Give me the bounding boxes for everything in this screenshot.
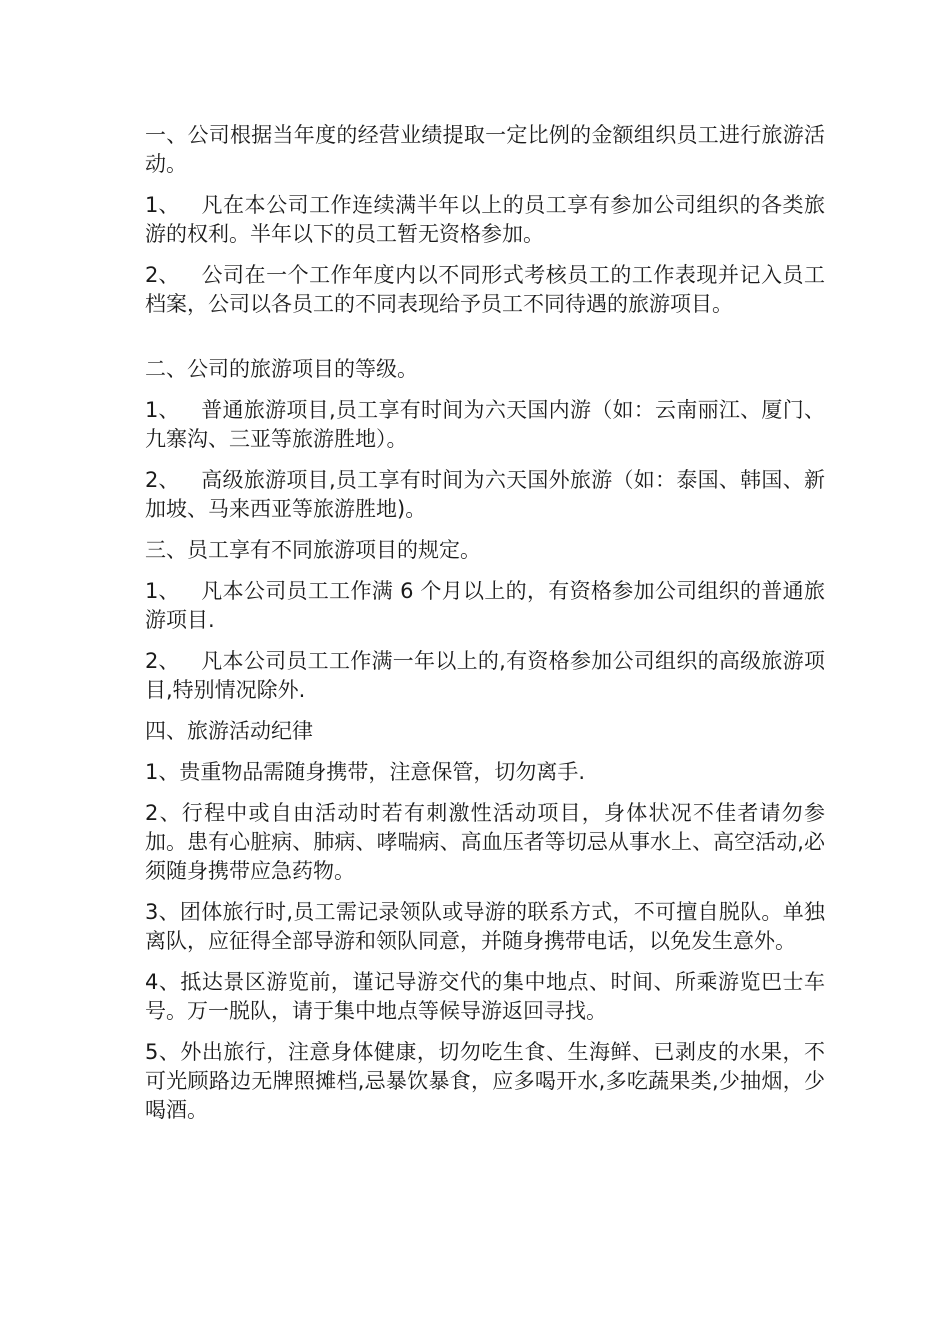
item-number: 1、	[145, 193, 180, 217]
paragraph-text: 高级旅游项目,员工享有时间为六天国外旅游（如：泰国、韩国、新加坡、马来西亚等旅游胜地)。	[145, 468, 825, 521]
section-heading-3	[145, 536, 825, 565]
list-item	[145, 647, 825, 705]
rule-item	[145, 1038, 825, 1125]
list-item	[145, 191, 825, 249]
rule-item	[145, 799, 825, 886]
paragraph-text: 凡本公司员工工作满一年以上的,有资格参加公司组织的高级旅游项目,特别情况除外.	[145, 649, 825, 702]
item-number: 2、	[145, 263, 180, 287]
paragraph-text: 二、公司的旅游项目的等级。	[145, 357, 418, 381]
rule-item	[145, 758, 825, 787]
list-item	[145, 261, 825, 319]
paragraph-text: 2、行程中或自由活动时若有刺激性活动项目，身体状况不佳者请勿参加。患有心脏病、肺病、哮喘病、高血压者等切忌从事水上、高空活动,必须随身携带应急药物。	[145, 801, 825, 883]
section-heading-1	[145, 121, 825, 179]
paragraph-text: 3、团体旅行时,员工需记录领队或导游的联系方式，不可擅自脱队。单独离队，应征得全部导游和领队同意，并随身携带电话，以免发生意外。	[145, 900, 825, 953]
paragraph-text: 三、员工享有不同旅游项目的规定。	[145, 538, 481, 562]
list-item	[145, 466, 825, 524]
item-number: 1、	[145, 579, 180, 603]
paragraph-text: 凡本公司员工工作满 6 个月以上的，有资格参加公司组织的普通旅游项目.	[145, 579, 825, 632]
paragraph-text: 1、贵重物品需随身携带，注意保管，切勿离手.	[145, 760, 586, 784]
paragraph-text: 凡在本公司工作连续满半年以上的员工享有参加公司组织的各类旅游的权利。半年以下的员工暂无资格参加。	[145, 193, 825, 246]
section-heading-4	[145, 717, 825, 746]
item-number: 2、	[145, 468, 180, 492]
section-heading-2	[145, 355, 825, 384]
document-page	[145, 121, 825, 1137]
paragraph-text: 5、外出旅行，注意身体健康，切勿吃生食、生海鲜、已剥皮的水果，不可光顾路边无牌照摊档,忌暴饮暴食，应多喝开水,多吃蔬果类,少抽烟，少喝酒。	[145, 1040, 825, 1122]
paragraph-text: 4、抵达景区游览前，谨记导游交代的集中地点、时间、所乘游览巴士车号。万一脱队，请于集中地点等候导游返回寻找。	[145, 970, 825, 1023]
paragraph-text: 四、旅游活动纪律	[145, 719, 313, 743]
paragraph-text: 公司在一个工作年度内以不同形式考核员工的工作表现并记入员工档案，公司以各员工的不同表现给予员工不同待遇的旅游项目。	[145, 263, 825, 316]
item-number: 1、	[145, 398, 180, 422]
list-item	[145, 396, 825, 454]
paragraph-text: 普通旅游项目,员工享有时间为六天国内游（如：云南丽江、厦门、九寨沟、三亚等旅游胜地）。	[145, 398, 825, 451]
rule-item	[145, 968, 825, 1026]
item-number: 2、	[145, 649, 180, 673]
paragraph-text: 一、公司根据当年度的经营业绩提取一定比例的金额组织员工进行旅游活动。	[145, 123, 825, 176]
rule-item	[145, 898, 825, 956]
list-item	[145, 577, 825, 635]
